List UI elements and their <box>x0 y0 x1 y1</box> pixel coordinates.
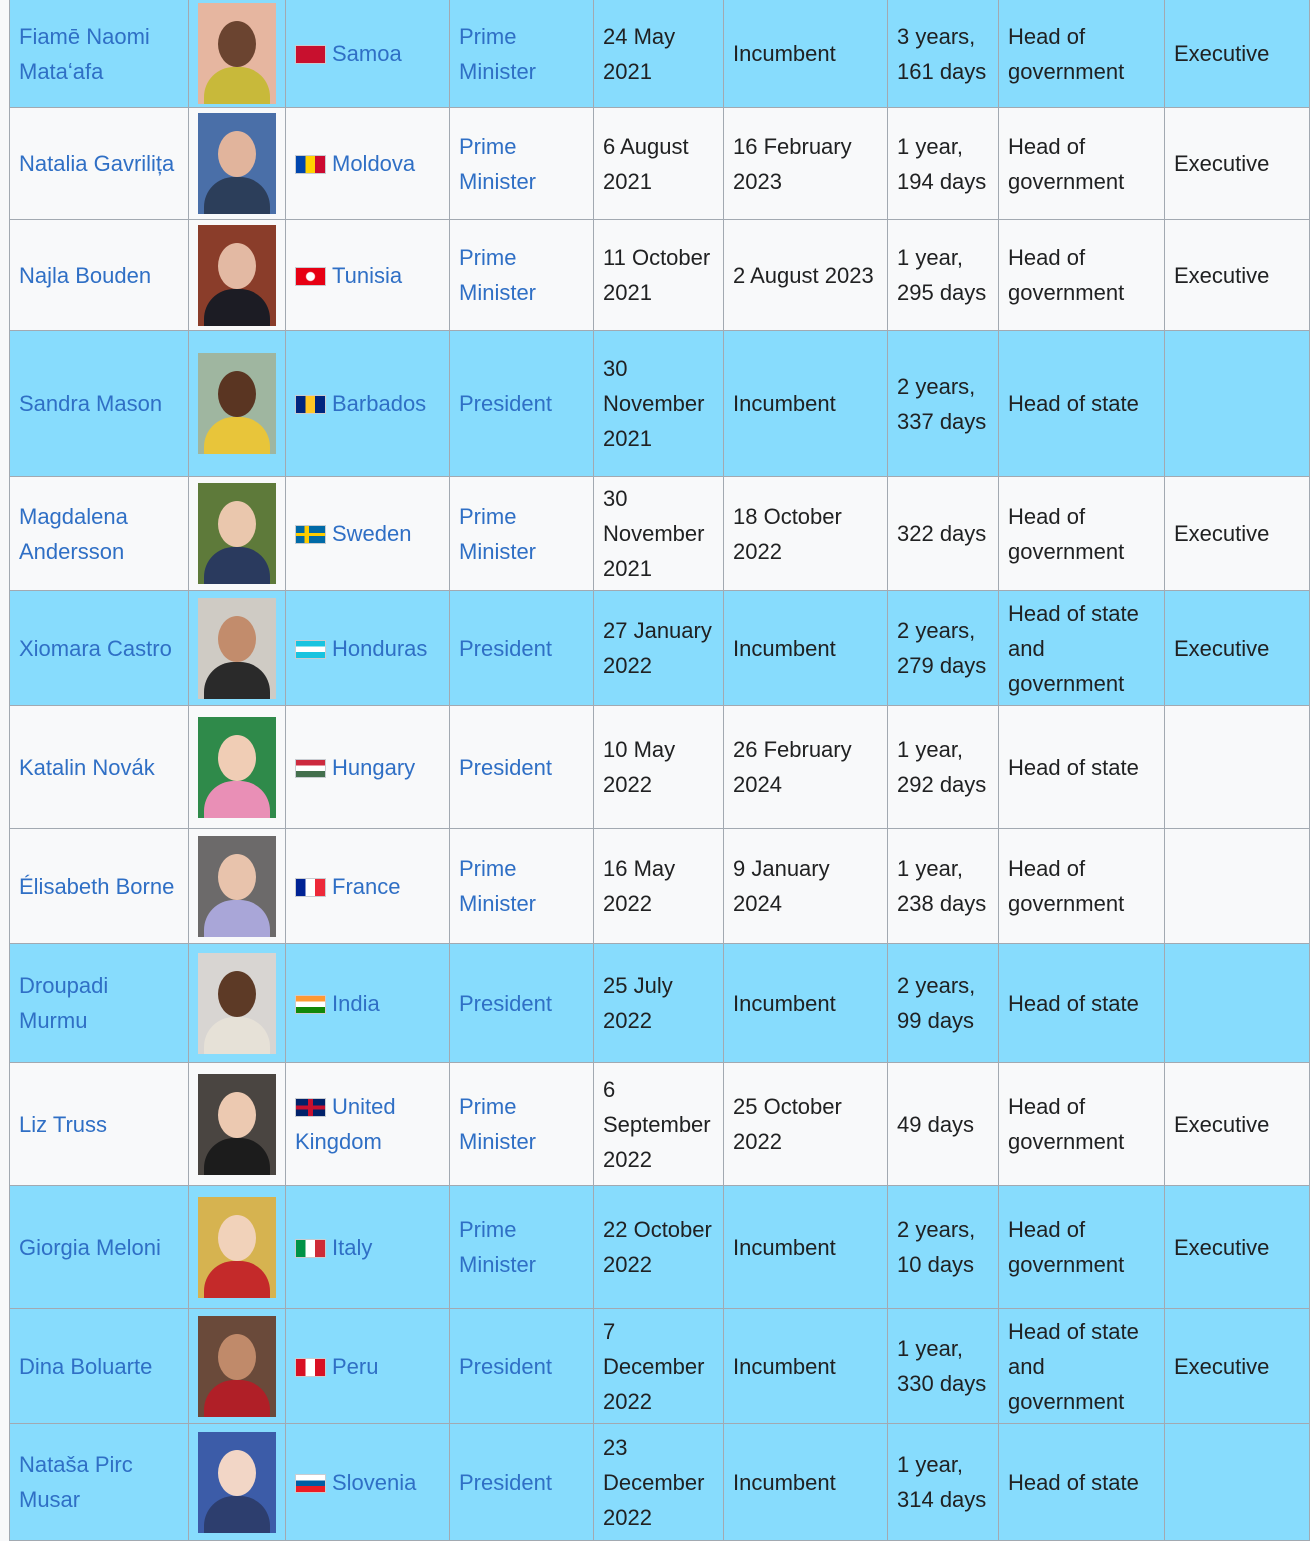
office-link[interactable]: President <box>459 990 552 1016</box>
leader-portrait[interactable] <box>198 836 276 937</box>
duration-cell: 1 year, 292 days <box>888 706 999 829</box>
power-cell: Executive <box>1165 1309 1310 1424</box>
duration-cell: 1 year, 194 days <box>888 108 999 220</box>
end-date-cell: 9 January 2024 <box>724 829 888 944</box>
table-row <box>10 706 1310 829</box>
office-link[interactable]: Prime Minister <box>459 245 537 305</box>
country-link[interactable]: Sweden <box>332 521 412 546</box>
start-date-cell: 24 May 2021 <box>594 0 724 108</box>
name-cell <box>10 108 189 220</box>
name-cell <box>10 0 189 108</box>
leader-portrait[interactable] <box>198 1197 276 1298</box>
table-row <box>10 829 1310 944</box>
name-cell <box>10 1424 189 1541</box>
country-flag-icon <box>295 45 326 64</box>
leader-name-link[interactable]: Liz Truss <box>19 1111 108 1137</box>
country-flag-icon <box>295 995 326 1014</box>
country-link[interactable]: Honduras <box>332 635 428 661</box>
leader-portrait[interactable] <box>198 353 276 454</box>
country-cell <box>286 706 450 829</box>
country-cell <box>286 591 450 706</box>
role-cell: Head of government <box>999 0 1165 108</box>
power-cell: Executive <box>1165 477 1310 591</box>
office-link[interactable]: President <box>459 754 552 780</box>
start-date-cell: 27 January 2022 <box>594 591 724 706</box>
duration-cell: 2 years, 337 days <box>888 331 999 477</box>
office-link[interactable]: Prime Minister <box>459 856 537 916</box>
leader-name-link[interactable]: Katalin Novák <box>19 754 155 780</box>
leader-portrait[interactable] <box>198 953 276 1054</box>
table-row <box>10 1309 1310 1424</box>
country-cell <box>286 829 450 944</box>
role-cell: Head of government <box>999 220 1165 331</box>
name-cell <box>10 1186 189 1309</box>
name-cell <box>10 1309 189 1424</box>
country-cell <box>286 1063 450 1186</box>
photo-cell <box>189 1309 286 1424</box>
country-cell <box>286 944 450 1063</box>
office-link[interactable]: President <box>459 635 552 661</box>
duration-cell: 2 years, 10 days <box>888 1186 999 1309</box>
photo-cell <box>189 477 286 591</box>
office-cell <box>450 1063 594 1186</box>
country-link[interactable]: Samoa <box>332 41 402 66</box>
photo-cell <box>189 944 286 1063</box>
power-cell: Executive <box>1165 108 1310 220</box>
country-link[interactable]: Italy <box>332 1234 373 1260</box>
duration-cell: 2 years, 279 days <box>888 591 999 706</box>
end-date-cell: Incumbent <box>724 1186 888 1309</box>
leader-name-link[interactable]: Xiomara Castro <box>19 635 172 661</box>
leader-name-link[interactable]: Najla Bouden <box>19 262 152 288</box>
country-link[interactable]: Slovenia <box>332 1469 417 1495</box>
end-date-cell: Incumbent <box>724 1309 888 1424</box>
office-link[interactable]: Prime Minister <box>459 503 537 564</box>
country-flag-icon <box>295 1239 326 1258</box>
leader-portrait[interactable] <box>198 1432 276 1533</box>
role-cell: Head of government <box>999 829 1165 944</box>
power-cell: Executive <box>1165 1186 1310 1309</box>
duration-cell: 2 years, 99 days <box>888 944 999 1063</box>
role-cell: Head of government <box>999 108 1165 220</box>
table-row <box>10 0 1310 108</box>
name-cell <box>10 220 189 331</box>
office-cell <box>450 706 594 829</box>
table-row <box>10 1424 1310 1541</box>
leader-portrait[interactable] <box>198 225 276 326</box>
leader-portrait[interactable] <box>198 113 276 214</box>
start-date-cell: 7 December 2022 <box>594 1309 724 1424</box>
start-date-cell: 6 August 2021 <box>594 108 724 220</box>
name-cell <box>10 591 189 706</box>
leader-portrait[interactable] <box>198 1316 276 1417</box>
photo-cell <box>189 108 286 220</box>
start-date-cell: 22 October 2022 <box>594 1186 724 1309</box>
leader-name-link[interactable]: Élisabeth Borne <box>19 873 175 899</box>
table-row <box>10 108 1310 220</box>
country-flag-icon <box>295 525 326 544</box>
end-date-cell: 25 October 2022 <box>724 1063 888 1186</box>
name-cell <box>10 706 189 829</box>
country-cell <box>286 1424 450 1541</box>
start-date-cell: 30 November 2021 <box>594 331 724 477</box>
photo-cell <box>189 220 286 331</box>
duration-cell: 3 years, 161 days <box>888 0 999 108</box>
office-cell <box>450 108 594 220</box>
role-cell: Head of state and government <box>999 1309 1165 1424</box>
leader-portrait[interactable] <box>198 717 276 818</box>
role-cell: Head of state <box>999 331 1165 477</box>
power-cell: Executive <box>1165 0 1310 108</box>
end-date-cell: Incumbent <box>724 331 888 477</box>
country-link[interactable]: Tunisia <box>332 262 403 288</box>
end-date-cell: 26 February 2024 <box>724 706 888 829</box>
duration-cell: 1 year, 330 days <box>888 1309 999 1424</box>
power-cell <box>1165 944 1310 1063</box>
office-link[interactable]: Prime Minister <box>459 23 537 84</box>
office-cell <box>450 829 594 944</box>
leader-portrait[interactable] <box>198 1074 276 1175</box>
country-cell <box>286 331 450 477</box>
table-row <box>10 220 1310 331</box>
photo-cell <box>189 1424 286 1541</box>
role-cell: Head of government <box>999 1186 1165 1309</box>
leader-portrait[interactable] <box>198 598 276 699</box>
country-link[interactable]: Peru <box>332 1353 379 1379</box>
power-cell <box>1165 829 1310 944</box>
country-link[interactable]: United Kingdom <box>295 1094 396 1154</box>
country-link[interactable]: France <box>332 873 401 899</box>
office-cell <box>450 944 594 1063</box>
office-cell <box>450 0 594 108</box>
country-flag-icon <box>295 1474 326 1493</box>
leader-name-link[interactable]: Magdalena Andersson <box>19 503 128 564</box>
table-row <box>10 944 1310 1063</box>
photo-cell <box>189 706 286 829</box>
country-cell <box>286 477 450 591</box>
country-link[interactable]: Moldova <box>332 151 416 176</box>
leader-portrait[interactable] <box>198 3 276 104</box>
photo-cell <box>189 1063 286 1186</box>
name-cell <box>10 1063 189 1186</box>
office-link[interactable]: Prime Minister <box>459 1217 537 1277</box>
power-cell: Executive <box>1165 220 1310 331</box>
name-cell <box>10 477 189 591</box>
table-row <box>10 331 1310 477</box>
office-cell <box>450 1309 594 1424</box>
photo-cell <box>189 0 286 108</box>
duration-cell: 49 days <box>888 1063 999 1186</box>
end-date-cell: Incumbent <box>724 591 888 706</box>
leader-name-link[interactable]: Nataša Pirc Musar <box>19 1452 133 1512</box>
end-date-cell: 18 October 2022 <box>724 477 888 591</box>
power-cell: Executive <box>1165 1063 1310 1186</box>
photo-cell <box>189 829 286 944</box>
start-date-cell: 10 May 2022 <box>594 706 724 829</box>
office-cell <box>450 1186 594 1309</box>
office-cell <box>450 591 594 706</box>
leader-name-link[interactable]: Dina Boluarte <box>19 1353 153 1379</box>
office-link[interactable]: President <box>459 1353 552 1379</box>
start-date-cell: 16 May 2022 <box>594 829 724 944</box>
start-date-cell: 30 November 2021 <box>594 477 724 591</box>
role-cell: Head of government <box>999 1063 1165 1186</box>
duration-cell: 1 year, 238 days <box>888 829 999 944</box>
leader-name-link[interactable]: Giorgia Meloni <box>19 1234 161 1260</box>
start-date-cell: 11 October 2021 <box>594 220 724 331</box>
end-date-cell: 2 August 2023 <box>724 220 888 331</box>
country-link[interactable]: India <box>332 990 380 1016</box>
country-flag-icon <box>295 155 326 174</box>
start-date-cell: 23 December 2022 <box>594 1424 724 1541</box>
duration-cell: 1 year, 295 days <box>888 220 999 331</box>
leader-name-link[interactable]: Natalia Gavrilița <box>19 151 175 176</box>
office-link[interactable]: Prime Minister <box>459 133 537 194</box>
end-date-cell: Incumbent <box>724 1424 888 1541</box>
country-flag-icon <box>295 878 326 897</box>
leader-name-link[interactable]: Fiamē Naomi Mataʻafa <box>19 23 150 84</box>
photo-cell <box>189 591 286 706</box>
leader-name-link[interactable]: Droupadi Murmu <box>19 973 109 1033</box>
country-flag-icon <box>295 759 326 778</box>
duration-cell: 322 days <box>888 477 999 591</box>
office-link[interactable]: President <box>459 391 552 416</box>
end-date-cell: Incumbent <box>724 0 888 108</box>
office-link[interactable]: Prime Minister <box>459 1094 537 1154</box>
role-cell: Head of government <box>999 477 1165 591</box>
name-cell <box>10 331 189 477</box>
role-cell: Head of state and government <box>999 591 1165 706</box>
end-date-cell: 16 February 2023 <box>724 108 888 220</box>
country-cell <box>286 0 450 108</box>
leader-name-link[interactable]: Sandra Mason <box>19 391 163 416</box>
office-link[interactable]: President <box>459 1469 552 1495</box>
country-flag-icon <box>295 267 326 286</box>
country-link[interactable]: Hungary <box>332 754 416 780</box>
women-leaders-table <box>9 0 1310 1541</box>
start-date-cell: 6 September 2022 <box>594 1063 724 1186</box>
power-cell <box>1165 1424 1310 1541</box>
office-cell <box>450 1424 594 1541</box>
name-cell <box>10 829 189 944</box>
office-cell <box>450 331 594 477</box>
power-cell <box>1165 331 1310 477</box>
office-cell <box>450 220 594 331</box>
name-cell <box>10 944 189 1063</box>
role-cell: Head of state <box>999 944 1165 1063</box>
power-cell <box>1165 706 1310 829</box>
leader-portrait[interactable] <box>198 483 276 584</box>
country-flag-icon <box>295 1098 326 1117</box>
country-link[interactable]: Barbados <box>332 391 427 416</box>
table-row <box>10 1063 1310 1186</box>
country-flag-icon <box>295 640 326 659</box>
photo-cell <box>189 1186 286 1309</box>
duration-cell: 1 year, 314 days <box>888 1424 999 1541</box>
country-cell <box>286 1186 450 1309</box>
role-cell: Head of state <box>999 706 1165 829</box>
start-date-cell: 25 July 2022 <box>594 944 724 1063</box>
table-row <box>10 1186 1310 1309</box>
end-date-cell: Incumbent <box>724 944 888 1063</box>
country-flag-icon <box>295 1358 326 1377</box>
photo-cell <box>189 331 286 477</box>
role-cell: Head of state <box>999 1424 1165 1541</box>
power-cell: Executive <box>1165 591 1310 706</box>
country-cell <box>286 220 450 331</box>
country-cell <box>286 1309 450 1424</box>
country-cell <box>286 108 450 220</box>
country-flag-icon <box>295 395 326 414</box>
table-row <box>10 477 1310 591</box>
table-row <box>10 591 1310 706</box>
office-cell <box>450 477 594 591</box>
